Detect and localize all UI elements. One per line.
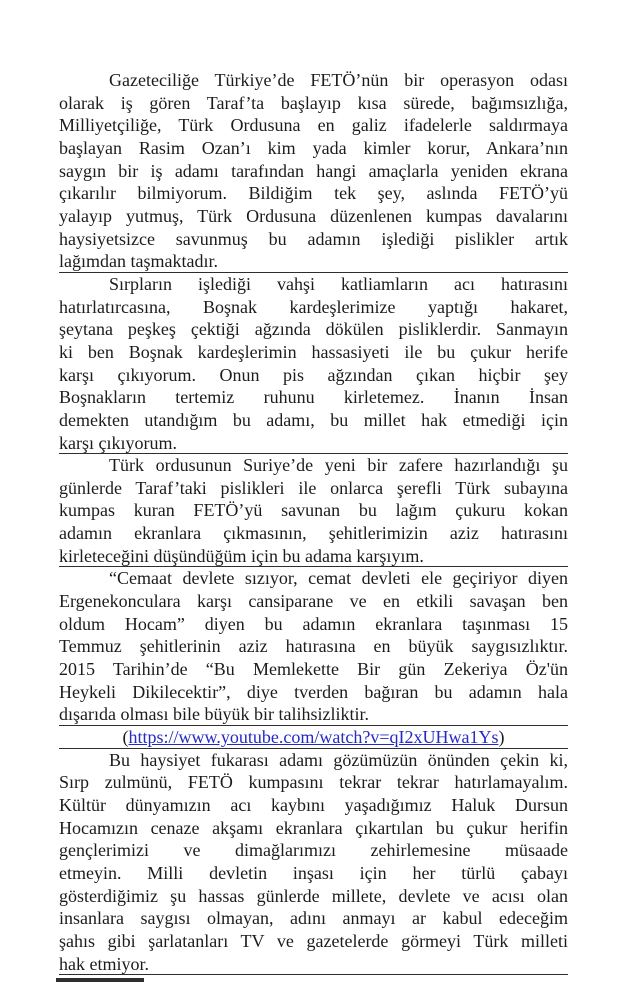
text-line: Ergenekonculara karşı cansiparane ve en etkili savaşan ben bbox=[59, 591, 568, 612]
paragraph bbox=[59, 749, 568, 976]
youtube-link[interactable]: https://www.youtube.com/watch?v=qI2xUHwa1Ys bbox=[128, 727, 499, 748]
text-line: günlerde Taraf’taki pislikleri ile onlarca şerefli Türk subayına bbox=[59, 477, 568, 498]
paragraph bbox=[59, 69, 568, 273]
text-line: kumpas kuran FETÖ’yü savunan bu lağım çukuru kokan bbox=[59, 500, 568, 521]
text-line: ki ben Boşnak kardeşlerimin hassasiyeti ile bu çukur herife bbox=[59, 341, 568, 362]
text-line: Türk ordusunun Suriye’de yeni bir zafere hazırlandığı şu bbox=[109, 455, 568, 476]
text-line: Sırpların işlediği vahşi katliamların acı hatırasını bbox=[109, 273, 568, 294]
text-line: “Cemaat devlete sızıyor, cemat devleti ele geçiriyor diyen bbox=[109, 568, 568, 589]
text-line: oldum Hocam” diyen bu adamın ekranlara taşınması 15 bbox=[59, 613, 568, 634]
text-line: haysiyetsizce savunmuş bu adamın işlediği pislikler artık bbox=[59, 228, 568, 249]
text-line: olarak iş gören Taraf’ta başlayıp kısa sürede, bağımsızlığa, bbox=[59, 92, 568, 113]
link-close-paren: ) bbox=[498, 727, 505, 748]
text-block bbox=[59, 69, 568, 975]
text-line: insanlara saygısı olmayan, adını anmayı ar kabul edeceğim bbox=[59, 908, 568, 929]
text-line: çıkarılır bilmiyorum. Bildiğim tek şey, aslında FETÖ’yü bbox=[59, 183, 568, 204]
text-line: adamın ekranlara çıkmasının, şehitlerimizin aziz hatırasını bbox=[59, 523, 568, 544]
text-line: karşı çıkıyorum. Onun pis ağzından çıkan hiçbir şey bbox=[59, 364, 568, 385]
text-line: Sırp zulmünü, FETÖ kumpasını tekrar tekrar hatırlamayalım. bbox=[59, 772, 568, 793]
bottom-partial-rule bbox=[56, 978, 144, 982]
link-open-paren: ( bbox=[122, 727, 129, 748]
text-line: Kültür dünyamızın acı kaybını yaşadığımız Haluk Dursun bbox=[59, 795, 568, 815]
text-line: Milliyetçiliğe, Türk Ordusuna en galiz ifadelerle saldırmaya bbox=[59, 115, 568, 136]
text-line: karşı çıkıyorum. bbox=[59, 432, 568, 455]
text-line: gösterdiğimiz şu hassas günlerde millete, devlete ve acısı olan bbox=[59, 885, 568, 906]
paragraph bbox=[59, 273, 568, 454]
text-line: lağımdan taşmaktadır. bbox=[59, 250, 568, 273]
text-line: demekten utandığım bu adamı, bu millet hak etmediği için bbox=[59, 409, 568, 430]
link-line bbox=[59, 726, 568, 749]
paragraph bbox=[59, 567, 568, 726]
text-line: Temmuz şehitlerinin aziz hatırasına en büyük saygısızlıktır. bbox=[59, 636, 568, 657]
text-line: Gazeteciliğe Türkiye’de FETÖ’nün bir operasyon odası bbox=[109, 70, 568, 90]
text-line: Bu haysiyet fukarası adamı gözümüzün önünden çekin ki, bbox=[109, 749, 568, 770]
text-line: Heykeli Dikilecektir”, diye tverden bağıran bu adamın hala bbox=[59, 681, 568, 702]
text-line: şahıs gibi şarlatanları TV ve gazetelerde görmeyi Türk milleti bbox=[59, 930, 568, 951]
text-line: hatırlatırcasına, Boşnak kardeşlerimize yaptığı hakaret, bbox=[59, 296, 568, 317]
paragraph bbox=[59, 454, 568, 567]
text-line: etmeyin. Milli devletin inşası için her türlü çabayı bbox=[59, 862, 568, 883]
text-line: kirleteceğini düşündüğüm için bu adama karşıyım. bbox=[59, 545, 568, 568]
paragraph bbox=[59, 726, 568, 749]
text-line: gençlerimizi ve dimağlarımızı zehirlemesine müsaade bbox=[59, 840, 568, 861]
text-line: hak etmiyor. bbox=[59, 953, 568, 976]
text-line: saygın bir iş adamı tarafından hangi amaçlarla yeniden ekrana bbox=[59, 160, 568, 181]
text-line: 2015 Tarihin’de “Bu Memlekette Bir gün Zekeriya Öz'ün bbox=[59, 659, 568, 680]
text-line: yalayıp yutmuş, Türk Ordusuna düzenlenen kumpas davalarını bbox=[59, 205, 568, 226]
text-line: şeytana peşkeş çektiği ağzında dökülen pisliklerdir. Sanmayın bbox=[59, 319, 568, 340]
text-line: başlayan Rasim Ozan’ı kim yada kimler korur, Ankara’nın bbox=[59, 137, 568, 158]
text-line: dışarıda olması bile büyük bir talihsizliktir. bbox=[59, 703, 568, 726]
text-line: Hocamızın cenaze akşamı ekranlara çıkartılan bu çukur herifin bbox=[59, 817, 568, 838]
text-line: Boşnakların tertemiz ruhunu kirletemez. İnanın İnsan bbox=[59, 387, 568, 408]
